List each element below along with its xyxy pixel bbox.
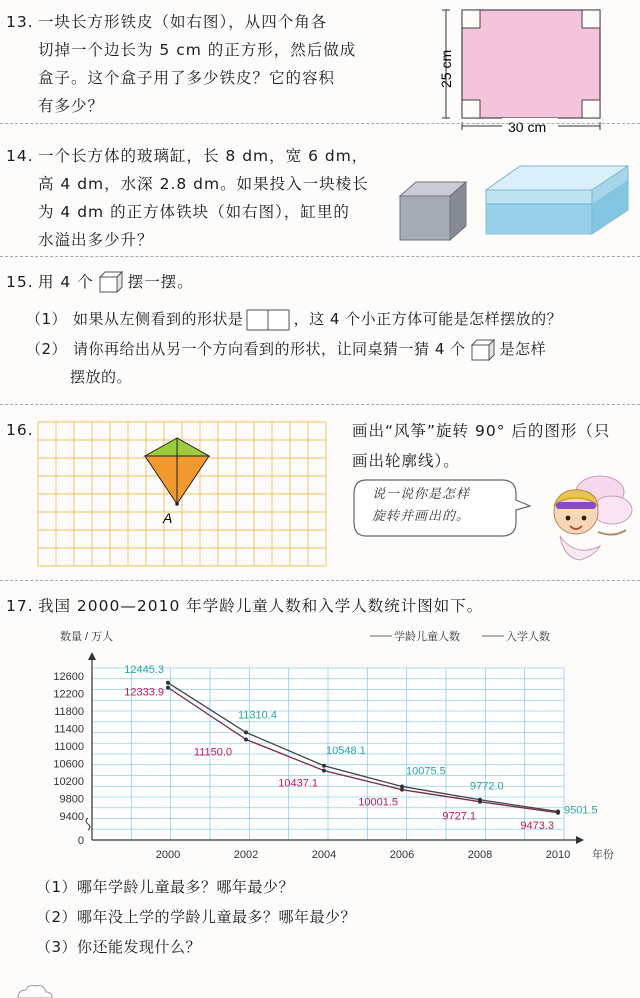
x-tick-label: 2010 [545, 849, 571, 861]
data-point [166, 681, 170, 685]
q14-number: 14. [6, 147, 34, 165]
y-tick-label: 9800 [59, 793, 84, 806]
q17-question: （1）哪年学龄儿童最多？哪年最少？ [36, 878, 295, 896]
q13-line: 一块长方形铁皮（如右图），从四个角各 [38, 13, 328, 31]
section-divider [0, 580, 640, 581]
data-label: 10075.5 [406, 765, 446, 778]
data-point [166, 686, 170, 690]
q15-part2-pre: 请你再给出从另一个方向看到的形状，让同桌猜一猜 4 个 [73, 340, 466, 358]
speech-bubble-text [372, 484, 470, 528]
q16-instr-line: 画出“风筝”旋转 90° 后的图形（只 [352, 422, 611, 440]
q13-sheet-figure [436, 4, 616, 138]
q15-part2-line2: 摆放的。 [70, 368, 133, 386]
line-chart [0, 624, 640, 864]
data-label: 10437.1 [278, 777, 318, 790]
small-cube-icon [470, 338, 496, 362]
x-tick-label: 2004 [311, 849, 337, 861]
data-label: 9772.0 [470, 780, 504, 793]
q15-part1-pre: 如果从左侧看到的形状是 [73, 310, 244, 328]
q13-line: 切掉一个边长为 5 cm 的正方形，然后做成 [38, 41, 357, 59]
data-point [322, 769, 326, 773]
q17-title: 我国 2000—2010 年学龄儿童人数和入学人数统计图如下。 [38, 597, 484, 615]
legend-entry: 学龄儿童人数 [394, 631, 460, 643]
q16-instr-line: 画出轮廓线）。 [352, 452, 460, 470]
data-label: 9473.3 [520, 819, 554, 832]
q17-question: （2）哪年没上学的学龄儿童最多？哪年最少？ [36, 908, 357, 926]
q15-number: 15. [6, 273, 34, 291]
data-point [556, 811, 560, 815]
data-point [244, 737, 248, 741]
data-point [478, 800, 482, 804]
data-label: 9501.5 [564, 804, 598, 817]
data-label: 10548.1 [326, 744, 366, 757]
q13-text [38, 8, 356, 120]
iron-sheet [462, 10, 600, 118]
y-axis-label: 数量 / 万人 [60, 631, 114, 643]
data-label: 11310.4 [238, 709, 277, 722]
y-tick-label: 12200 [53, 688, 84, 701]
data-point [322, 764, 326, 768]
x-tick-label: 2002 [233, 849, 259, 861]
data-label: 12445.3 [124, 663, 164, 676]
q13-line: 有多少？ [38, 97, 105, 115]
corner-cut [582, 100, 600, 118]
y-tick-label: 12600 [53, 671, 84, 683]
kite-grid [36, 420, 330, 570]
corner-cut [582, 10, 600, 28]
q17-number: 17. [6, 597, 34, 615]
q15-part2 [26, 336, 546, 363]
q14-line: 水溢出多少升？ [38, 231, 154, 249]
y-tick-label: 0 [77, 835, 84, 847]
data-label: 10001.5 [358, 796, 398, 809]
bubble-line: 旋转并画出的。 [372, 509, 471, 524]
iron-cube [400, 182, 466, 240]
y-tick-label: 10600 [53, 758, 84, 771]
data-label: 11150.0 [193, 746, 232, 759]
q14-line: 为 4 dm 的正方体铁块（如右图），缸里的 [38, 203, 350, 221]
cloud-decoration-icon [14, 982, 54, 998]
section-divider [0, 404, 640, 405]
small-cube-icon [98, 270, 124, 294]
x-tick-label: 2008 [467, 849, 493, 861]
y-tick-label: 11800 [54, 706, 84, 718]
q13-width-label: 30 cm [508, 119, 547, 135]
q14-figure [396, 160, 636, 244]
q14-text [38, 142, 369, 254]
q13-line: 盒子。这个盒子用了多少铁皮？它的容积 [38, 69, 336, 87]
corner-cut [462, 10, 480, 28]
y-tick-label: 10200 [53, 776, 84, 788]
x-axis-label: 年份 [592, 849, 614, 861]
q15-part2-number: （2） [26, 340, 68, 358]
q15-part1-post: ，这 4 个小正方体可能是怎样摆放的？ [293, 310, 563, 328]
corner-cut [462, 100, 480, 118]
y-tick-label: 9400 [59, 811, 84, 823]
q15-intro-post: 摆一摆。 [127, 273, 194, 291]
q14-line: 高 4 dm，水深 2.8 dm。如果投入一块棱长 [38, 175, 369, 193]
x-tick-label: 2006 [389, 849, 415, 861]
q14-line: 一个长方体的玻璃缸，长 8 dm，宽 6 dm， [38, 147, 369, 165]
section-divider [0, 256, 640, 257]
bubble-line: 说一说你是怎样 [372, 487, 471, 502]
angel-character-icon [530, 466, 636, 566]
q13-number: 13. [6, 13, 34, 31]
data-label: 12333.9 [124, 686, 164, 699]
section-divider [0, 123, 640, 124]
q16-number: 16. [6, 421, 34, 439]
q15-intro [38, 268, 194, 296]
q17-question: （3）你还能发现什么？ [36, 938, 202, 956]
legend-entry: 入学人数 [506, 631, 550, 643]
q15-part2-post: 是怎样 [499, 340, 547, 358]
q15-part1-number: （1） [26, 310, 68, 328]
y-tick-label: 11000 [54, 741, 84, 753]
q13-height-label: 25 cm [438, 49, 454, 88]
x-tick-label: 2000 [155, 849, 181, 861]
data-point [244, 730, 248, 734]
q15-intro-pre: 用 4 个 [38, 273, 94, 291]
left-view-shape [246, 308, 292, 332]
q17-questions [36, 872, 356, 962]
glass-tank [486, 166, 628, 234]
q15-part1 [26, 306, 562, 333]
point-a-label: A [163, 510, 173, 526]
data-point [400, 788, 404, 792]
y-tick-label: 11400 [54, 723, 84, 736]
data-label: 9727.1 [442, 810, 476, 823]
